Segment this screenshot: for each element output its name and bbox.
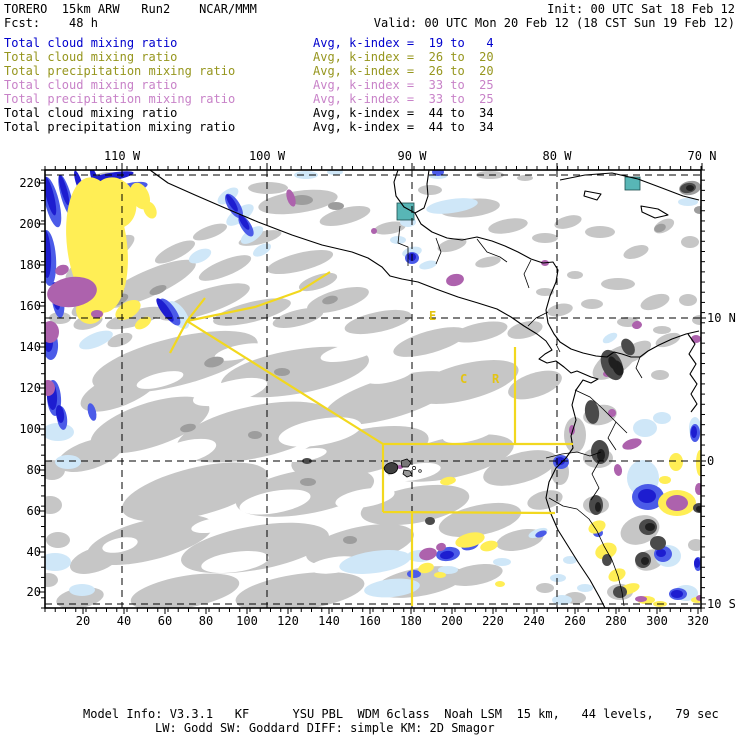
axis-label-longitude: 70 N bbox=[687, 149, 717, 163]
header-model-title: TORERO 15km ARW Run2 NCAR/MMM bbox=[4, 2, 257, 16]
waypoint-label: E bbox=[429, 309, 437, 323]
waypoint-label: C bbox=[460, 372, 468, 386]
axis-label-gridx: 240 bbox=[523, 614, 545, 628]
axis-label-gridy: 160 bbox=[19, 299, 41, 313]
axis-label-gridx: 100 bbox=[236, 614, 258, 628]
k-index-text: Avg, k-index = 33 to 25 bbox=[313, 92, 494, 106]
header-init-time: Init: 00 UTC Sat 18 Feb 12 bbox=[547, 2, 735, 16]
axis-label-gridx: 160 bbox=[359, 614, 381, 628]
axis-label-gridx: 300 bbox=[646, 614, 668, 628]
axis-label-gridx: 40 bbox=[116, 614, 132, 628]
waypoint-label: R bbox=[492, 372, 500, 386]
axis-label-gridx: 80 bbox=[198, 614, 214, 628]
legend-row bbox=[0, 78, 740, 92]
axis-label-longitude: 110 W bbox=[103, 149, 141, 163]
k-index-text: Avg, k-index = 44 to 34 bbox=[313, 120, 494, 134]
axis-label-latitude: 10 S bbox=[707, 597, 736, 611]
legend-label: Total cloud mixing ratio bbox=[4, 78, 178, 92]
k-index-text: Avg, k-index = 26 to 20 bbox=[313, 64, 494, 78]
axis-label-gridx: 120 bbox=[277, 614, 299, 628]
header-fcst-hour: Fcst: 48 h bbox=[4, 16, 98, 30]
legend-row bbox=[0, 36, 740, 50]
axis-label-gridx: 220 bbox=[482, 614, 504, 628]
axis-label-longitude: 80 W bbox=[542, 149, 572, 163]
header-valid-time: Valid: 00 UTC Mon 20 Feb 12 (18 CST Sun 19 Feb 12) bbox=[373, 16, 735, 30]
axis-label-gridx: 180 bbox=[400, 614, 422, 628]
legend-label: Total cloud mixing ratio bbox=[4, 50, 178, 64]
k-index-text: Avg, k-index = 44 to 34 bbox=[313, 106, 494, 120]
weather-map bbox=[0, 150, 740, 640]
legend-label: Total cloud mixing ratio bbox=[4, 36, 178, 50]
legend-label: Total precipitation mixing ratio bbox=[4, 92, 236, 106]
axis-label-gridy: 60 bbox=[26, 504, 41, 518]
legend-label: Total cloud mixing ratio bbox=[4, 106, 178, 120]
k-index-text: Avg, k-index = 19 to 4 bbox=[313, 36, 494, 50]
k-index-text: Avg, k-index = 26 to 20 bbox=[313, 50, 494, 64]
legend-row bbox=[0, 120, 740, 134]
axis-label-gridx: 260 bbox=[564, 614, 586, 628]
axis-label-longitude: 90 W bbox=[397, 149, 427, 163]
axis-label-gridx: 60 bbox=[157, 614, 173, 628]
legend-label: Total precipitation mixing ratio bbox=[4, 120, 236, 134]
axis-label-gridy: 80 bbox=[26, 463, 41, 477]
axis-label-gridx: 200 bbox=[441, 614, 463, 628]
legend-row bbox=[0, 106, 740, 120]
footer-model-info: Model Info: V3.3.1 KF YSU PBL WDM 6class Noah LSM 15 km, 44 levels, 79 sec bbox=[83, 707, 719, 721]
legend-row bbox=[0, 50, 740, 64]
axis-label-gridy: 100 bbox=[19, 422, 41, 436]
axis-label-gridx: 20 bbox=[75, 614, 91, 628]
axis-label-gridx: 320 bbox=[687, 614, 709, 628]
axis-label-gridy: 200 bbox=[19, 217, 41, 231]
footer-physics: LW: Godd SW: Goddard DIFF: simple KM: 2D Smagor bbox=[155, 721, 495, 735]
axis-label-gridy: 40 bbox=[26, 545, 41, 559]
axis-label-gridy: 120 bbox=[19, 381, 41, 395]
axis-label-gridy: 140 bbox=[19, 340, 41, 354]
legend-row bbox=[0, 92, 740, 106]
axis-label-gridy: 220 bbox=[19, 176, 41, 190]
axis-label-gridy: 20 bbox=[26, 585, 41, 599]
axis-label-gridx: 280 bbox=[605, 614, 627, 628]
legend-row bbox=[0, 64, 740, 78]
k-index-text: Avg, k-index = 33 to 25 bbox=[313, 78, 494, 92]
axis-label-latitude: 10 N bbox=[707, 311, 736, 325]
axis-label-gridx: 140 bbox=[318, 614, 340, 628]
axis-label-longitude: 100 W bbox=[248, 149, 286, 163]
axis-label-latitude: 0 bbox=[707, 454, 715, 468]
legend-label: Total precipitation mixing ratio bbox=[4, 64, 236, 78]
axis-label-gridy: 180 bbox=[19, 258, 41, 272]
